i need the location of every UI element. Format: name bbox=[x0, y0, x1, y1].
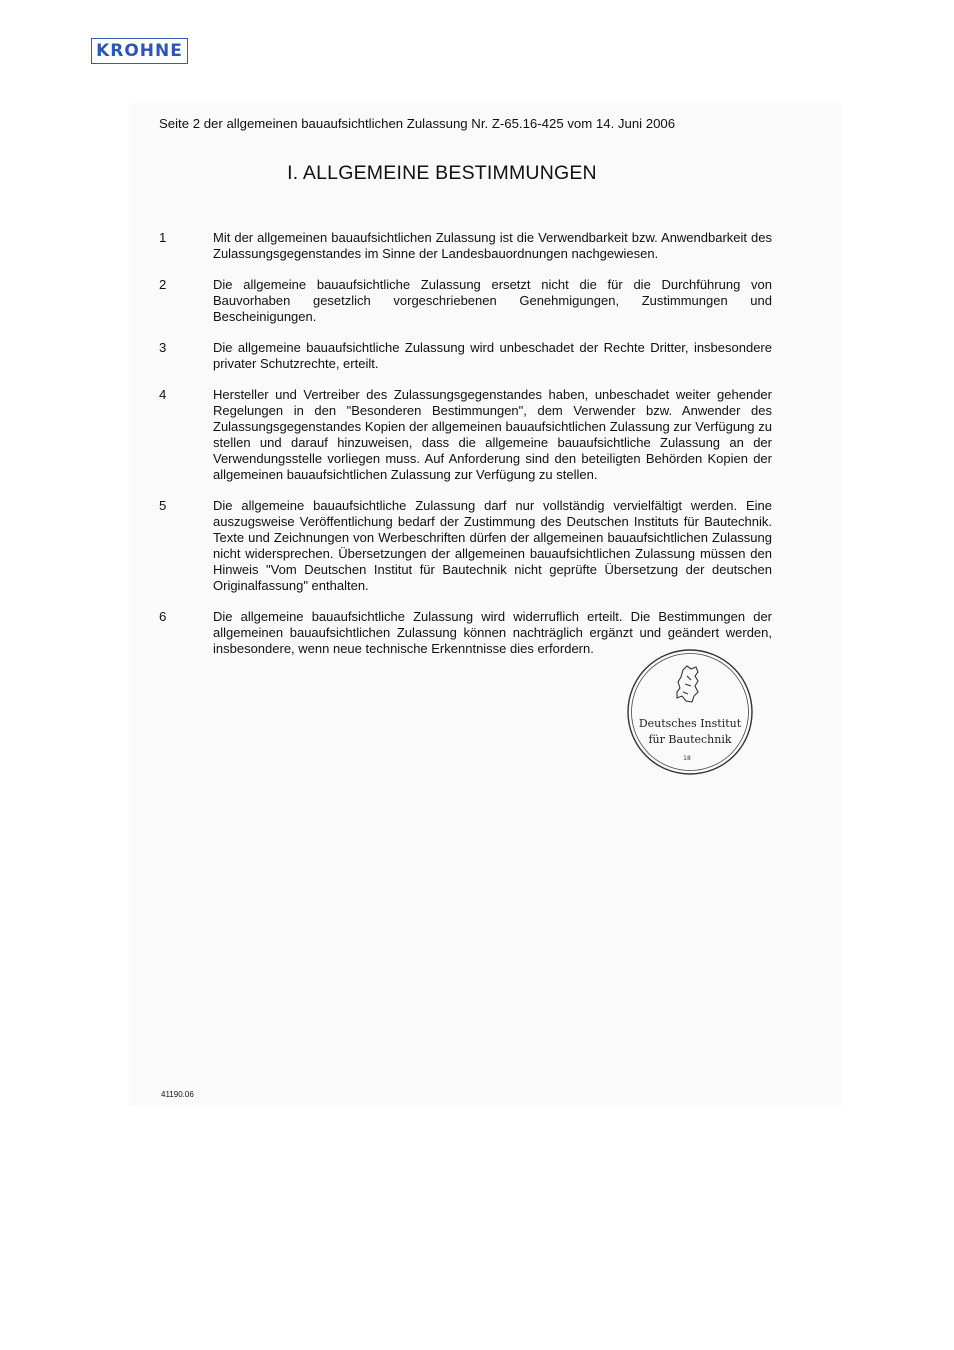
item-text: Mit der allgemeinen bauaufsichtlichen Zulassung ist die Verwendbarkeit bzw. Anwendbarkeit des Zulassungsgegenstandes im Sinne der Landesbauordnungen nachgewiesen. bbox=[213, 230, 772, 261]
stamp-line-1: Deutsches Institut bbox=[638, 717, 742, 730]
page-header: Seite 2 der allgemeinen bauaufsichtlichen Zulassung Nr. Z-65.16-425 vom 14. Juni 2006 bbox=[159, 116, 676, 131]
section-title bbox=[0, 162, 954, 185]
section-title-text: I. ALLGEMEINE BESTIMMUNGEN bbox=[287, 162, 597, 184]
institute-stamp bbox=[625, 648, 755, 776]
item-text: Die allgemeine bauaufsichtliche Zulassung wird widerruflich erteilt. Die Bestimmungen der allgemeinen bauaufsichtlichen Zulassung können nachträglich ergänzt und geändert werden, insbesondere, wenn neue technische Erkenntnisse dies erfordern. bbox=[213, 609, 772, 656]
item-number: 4 bbox=[159, 387, 167, 402]
item-text: Die allgemeine bauaufsichtliche Zulassung ersetzt nicht die für die Durchführung von Bauvorhaben gesetzlich vorgeschriebenen Genehmigungen, Zustimmungen und Bescheinigungen. bbox=[213, 277, 772, 324]
bear-emblem-icon bbox=[677, 666, 698, 702]
krohne-logo: KROHNE bbox=[91, 38, 188, 64]
item-text: Die allgemeine bauaufsichtliche Zulassung darf nur vollständig vervielfältigt werden. Eine auszugsweise Veröffentlichung bedarf der Zustimmung des Deutschen Instituts für Bautechnik. Texte und Zeichnungen von Werbeschriften dürfen der allgemeinen bauaufsichtlichen Zulassung nicht widersprechen. Übersetzungen der allgemeinen bauaufsichtlichen Zulassung müssen den Hinweis "Vom Deutschen Institut für Bautechnik nicht geprüfte Übersetzung der deutschen Originalfassung" enthalten. bbox=[213, 498, 772, 593]
stamp-line-2: für Bautechnik bbox=[648, 733, 732, 746]
footer-code: 41190.06 bbox=[161, 1090, 194, 1099]
item-number: 6 bbox=[159, 609, 167, 624]
item-number: 5 bbox=[159, 498, 167, 513]
item-number: 3 bbox=[159, 340, 167, 355]
item-text: Hersteller und Vertreiber des Zulassungsgegenstandes haben, unbeschadet weiter gehender Regelungen in den "Besonderen Bestimmungen", dem Verwender bzw. Anwender des Zulassungsgegenstandes Kopien der allgemeinen bauaufsichtlichen Zulassung zur Verfügung zu stellen und darauf hinzuweisen, dass die allgemeine bauaufsichtliche Zulassung an der Verwendungsstelle vorliegen muss. Auf Anforderung sind den beteiligten Behörden Kopien der allgemeinen bauaufsichtlichen Zulassung zur Verfügung zu stellen. bbox=[213, 387, 772, 482]
stamp-number: 18 bbox=[683, 755, 691, 762]
item-number: 1 bbox=[159, 230, 167, 245]
item-text: Die allgemeine bauaufsichtliche Zulassung wird unbeschadet der Rechte Dritter, insbesondere privater Schutzrechte, erteilt. bbox=[213, 340, 772, 371]
item-number: 2 bbox=[159, 277, 167, 292]
